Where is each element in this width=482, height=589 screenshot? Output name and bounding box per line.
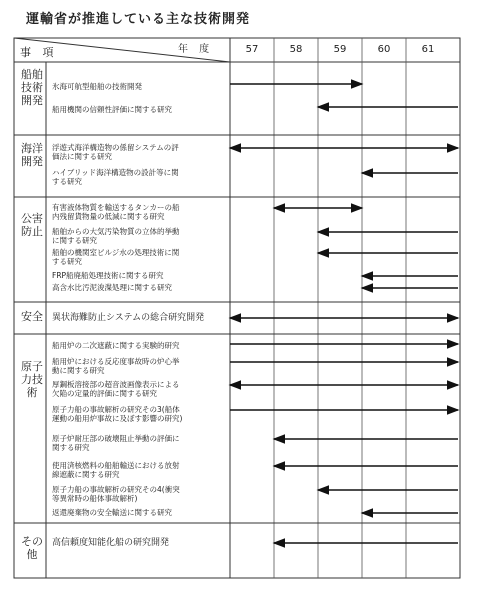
year-59: 59	[333, 44, 347, 55]
project-item-line: 異状海難防止システムの総合研究開発	[52, 313, 205, 323]
category-ship-tech: 船舶技術開発	[21, 68, 43, 107]
project-item-line: 船用機関の信頼性評価に関する研究	[52, 105, 172, 114]
year-60: 60	[377, 44, 391, 55]
project-item-line: 等異常時の船体事故解析)	[52, 494, 138, 503]
project-item-line: 浮遊式海洋構造物の係留システムの評	[52, 143, 179, 152]
project-item-line: に関する研究	[52, 236, 97, 245]
project-item-line: 船用炉の二次遮蔽に関する実験的研究	[52, 341, 180, 350]
header-year-label: 年 度	[178, 44, 214, 55]
project-item-line: 線遮蔽に関する研究	[52, 470, 120, 479]
category-safety: 安全	[21, 310, 43, 323]
project-item-line: 船舶の機関室ビルジ水の処理技術に関	[52, 248, 180, 257]
category-ocean: 海洋開発	[21, 142, 43, 168]
project-item-line: 使用済核燃料の船舶輸送における放射	[52, 461, 180, 470]
project-item-line: 船舶からの大気汚染物質の立体的挙動	[52, 227, 180, 236]
project-item-line: FRP船廃船処理技術に関する研究	[52, 271, 164, 280]
project-item-line: 船用炉における反応度事故時の炉心挙	[52, 357, 180, 366]
project-item-line: 動に関する研究	[52, 366, 105, 375]
project-item-line: 厚鋼板溶接部の超音波画像表示による	[52, 380, 180, 389]
category-other: その他	[21, 535, 43, 561]
project-item-line: 原子炉耐圧部の破壊阻止挙動の評価に	[52, 434, 180, 443]
project-item-line: 内残留貨物量の低減に関する研究	[52, 212, 165, 221]
project-item-line: 有害液体物質を輸送するタンカーの船	[52, 203, 180, 212]
project-item-line: 返還廃棄物の安全輸送に関する研究	[52, 508, 172, 517]
project-item-line: 高含水比汚泥浚渫処理に関する研究	[52, 283, 172, 292]
project-item-line: ハイブリッド海洋構造物の設計等に関	[52, 168, 179, 177]
header-items-label: 事 項	[20, 46, 58, 59]
project-item-line: する研究	[52, 257, 82, 266]
project-item-line: 関する研究	[52, 443, 90, 452]
project-item-line: 運動の船用炉事故に及ぼす影響の研究)	[52, 414, 183, 423]
project-item-line: 氷海可航型船舶の技術開発	[52, 82, 142, 91]
category-nuclear: 原子力技術	[21, 360, 43, 399]
year-57: 57	[245, 44, 259, 55]
project-item-line: する研究	[52, 177, 82, 186]
category-pollution: 公害防止	[21, 212, 43, 238]
project-item-line: 価法に関する研究	[52, 152, 112, 161]
project-item-line: 原子力船の事故解析の研究その4(衝突	[52, 485, 180, 494]
project-item-line: 欠陥の定量的評価に関する研究	[52, 389, 157, 398]
year-61: 61	[421, 44, 435, 55]
project-item-line: 高信頼度知能化船の研究開発	[52, 538, 170, 548]
page-title: 運輸省が推進している主な技術開発	[26, 12, 251, 27]
year-58: 58	[289, 44, 303, 55]
project-item-line: 原子力船の事故解析の研究その3(船体	[52, 405, 180, 414]
